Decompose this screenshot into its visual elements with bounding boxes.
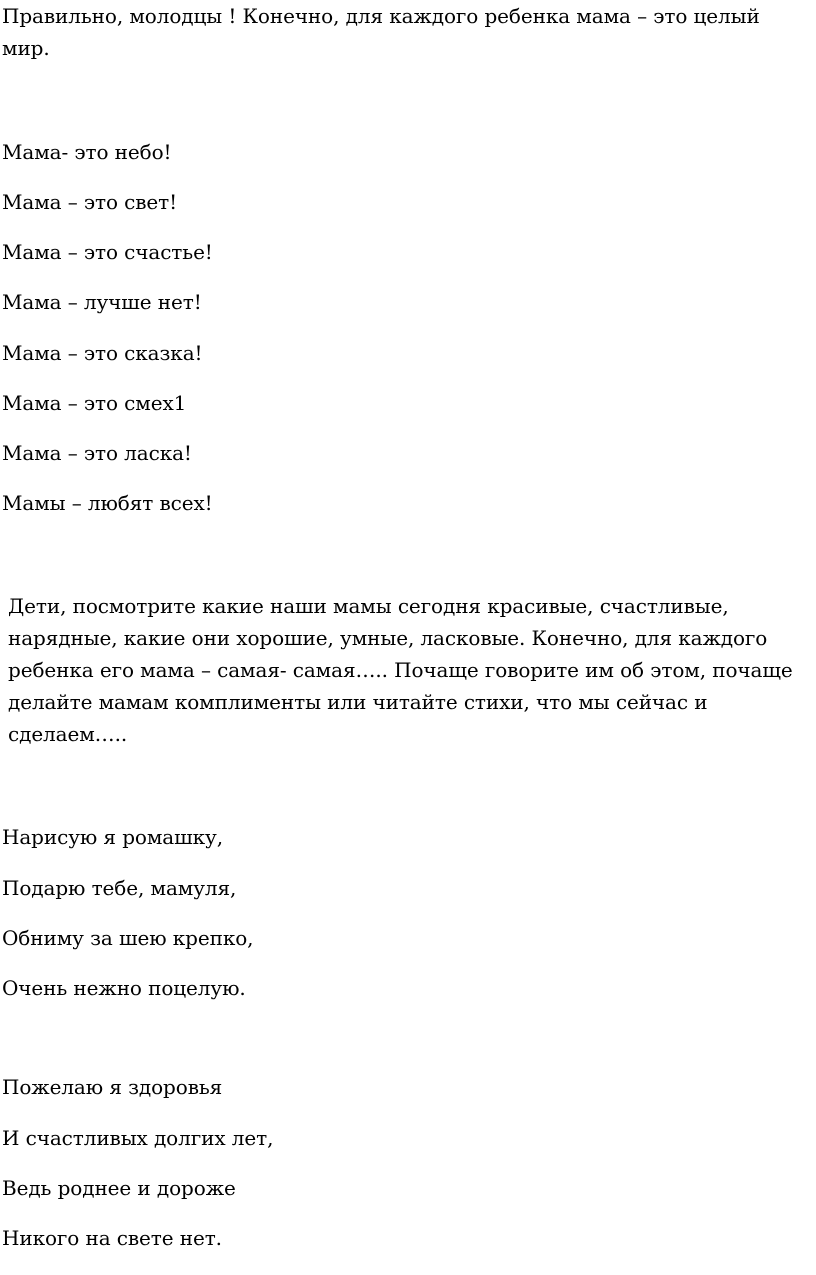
mama-verse-line: Мама – это смех1 <box>2 391 187 415</box>
mama-verse-line: Мама – это ласка! <box>2 441 192 465</box>
poem-line: Нарисую я ромашку, <box>2 825 223 849</box>
mama-verse-line: Мама – это счастье! <box>2 240 213 264</box>
poem-line: Пожелаю я здоровья <box>2 1075 223 1099</box>
poem-line: Ведь роднее и дороже <box>2 1176 236 1200</box>
poem-line: Обниму за шею крепко, <box>2 926 254 950</box>
mama-verse-line: Мама – это свет! <box>2 190 178 214</box>
poem-line: И счастливых долгих лет, <box>2 1126 274 1150</box>
poem-line: Подарю тебе, мамуля, <box>2 876 237 900</box>
mama-verse-line: Мама – это сказка! <box>2 341 203 365</box>
mama-verse-line: Мамы – любят всех! <box>2 491 213 515</box>
poem-line: Никого на свете нет. <box>2 1226 222 1250</box>
poem-line: Очень нежно поцелую. <box>2 976 246 1000</box>
mama-verse-line: Мама- это небо! <box>2 140 172 164</box>
intro-line-1: Правильно, молодцы ! Конечно, для каждого ребенка мама – это целый <box>2 4 760 28</box>
mama-verse-line: Мама – лучше нет! <box>2 290 202 314</box>
intro-line-2: мир. <box>2 36 50 60</box>
children-paragraph: Дети, посмотрите какие наши мамы сегодня красивые, счастливые, нарядные, какие они хорошие, умные, ласковые. Конечно, для каждого ребенка его мама – самая- самая….. Почаще говорите им об этом, почаще делайте мамам комплименты или читайте стихи, что мы сейчас и сделаем….. <box>8 594 793 746</box>
